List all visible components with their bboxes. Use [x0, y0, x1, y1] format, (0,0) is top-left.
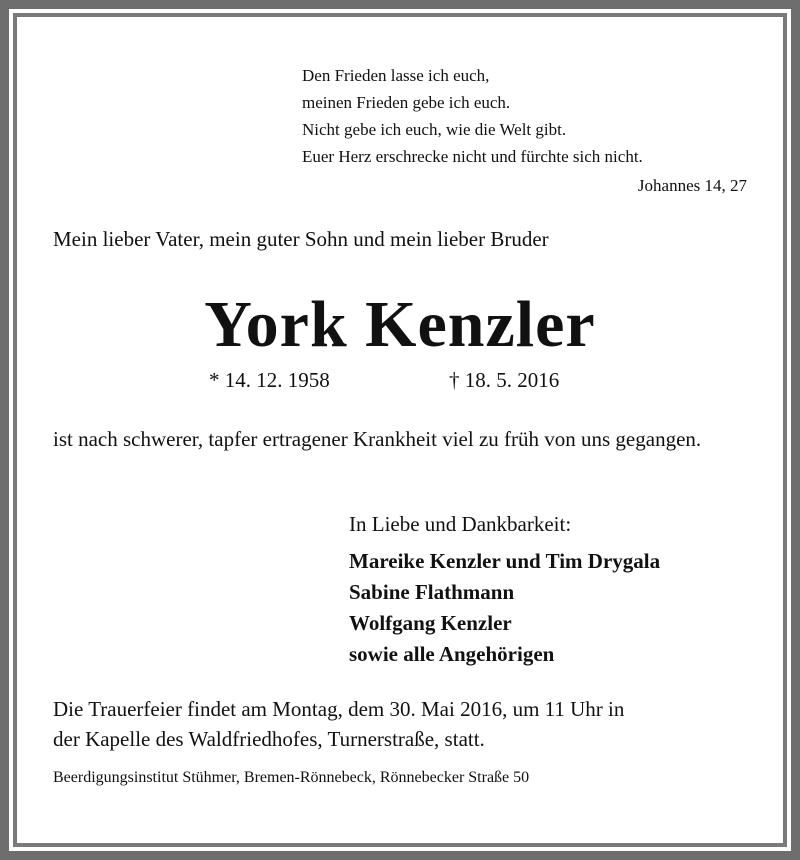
verse-line: Den Frieden lasse ich euch,: [302, 66, 490, 85]
verse-citation: Johannes 14, 27: [637, 176, 747, 195]
mourner-name: Wolfgang Kenzler: [349, 611, 512, 635]
death-date: † 18. 5. 2016: [449, 368, 560, 392]
ceremony-info: [53, 694, 624, 754]
deceased-name: York Kenzler: [204, 288, 596, 361]
mourner-name: sowie alle Angehörigen: [349, 642, 555, 666]
mourners-list: [349, 546, 660, 670]
announcement-text: ist nach schwerer, tapfer ertragener Krankheit viel zu früh von uns gegangen.: [53, 427, 702, 451]
bible-verse: [302, 62, 643, 170]
ceremony-line: der Kapelle des Waldfriedhofes, Turnerstraße, statt.: [53, 727, 485, 751]
ceremony-line: Die Trauerfeier findet am Montag, dem 30. Mai 2016, um 11 Uhr in: [53, 697, 625, 721]
verse-line: Nicht gebe ich euch, wie die Welt gibt.: [302, 120, 567, 139]
mourners-heading: In Liebe und Dankbarkeit:: [349, 512, 572, 536]
funeral-home: Beerdigungsinstitut Stühmer, Bremen-Rönnebeck, Rönnebecker Straße 50: [53, 769, 530, 786]
mourner-name: Mareike Kenzler und Tim Drygala: [349, 549, 661, 573]
verse-line: Euer Herz erschrecke nicht und fürchte sich nicht.: [302, 147, 643, 166]
verse-line: meinen Frieden gebe ich euch.: [302, 93, 511, 112]
intro-line: Mein lieber Vater, mein guter Sohn und mein lieber Bruder: [53, 227, 549, 251]
birth-date: * 14. 12. 1958: [209, 368, 330, 392]
mourner-name: Sabine Flathmann: [349, 580, 515, 604]
